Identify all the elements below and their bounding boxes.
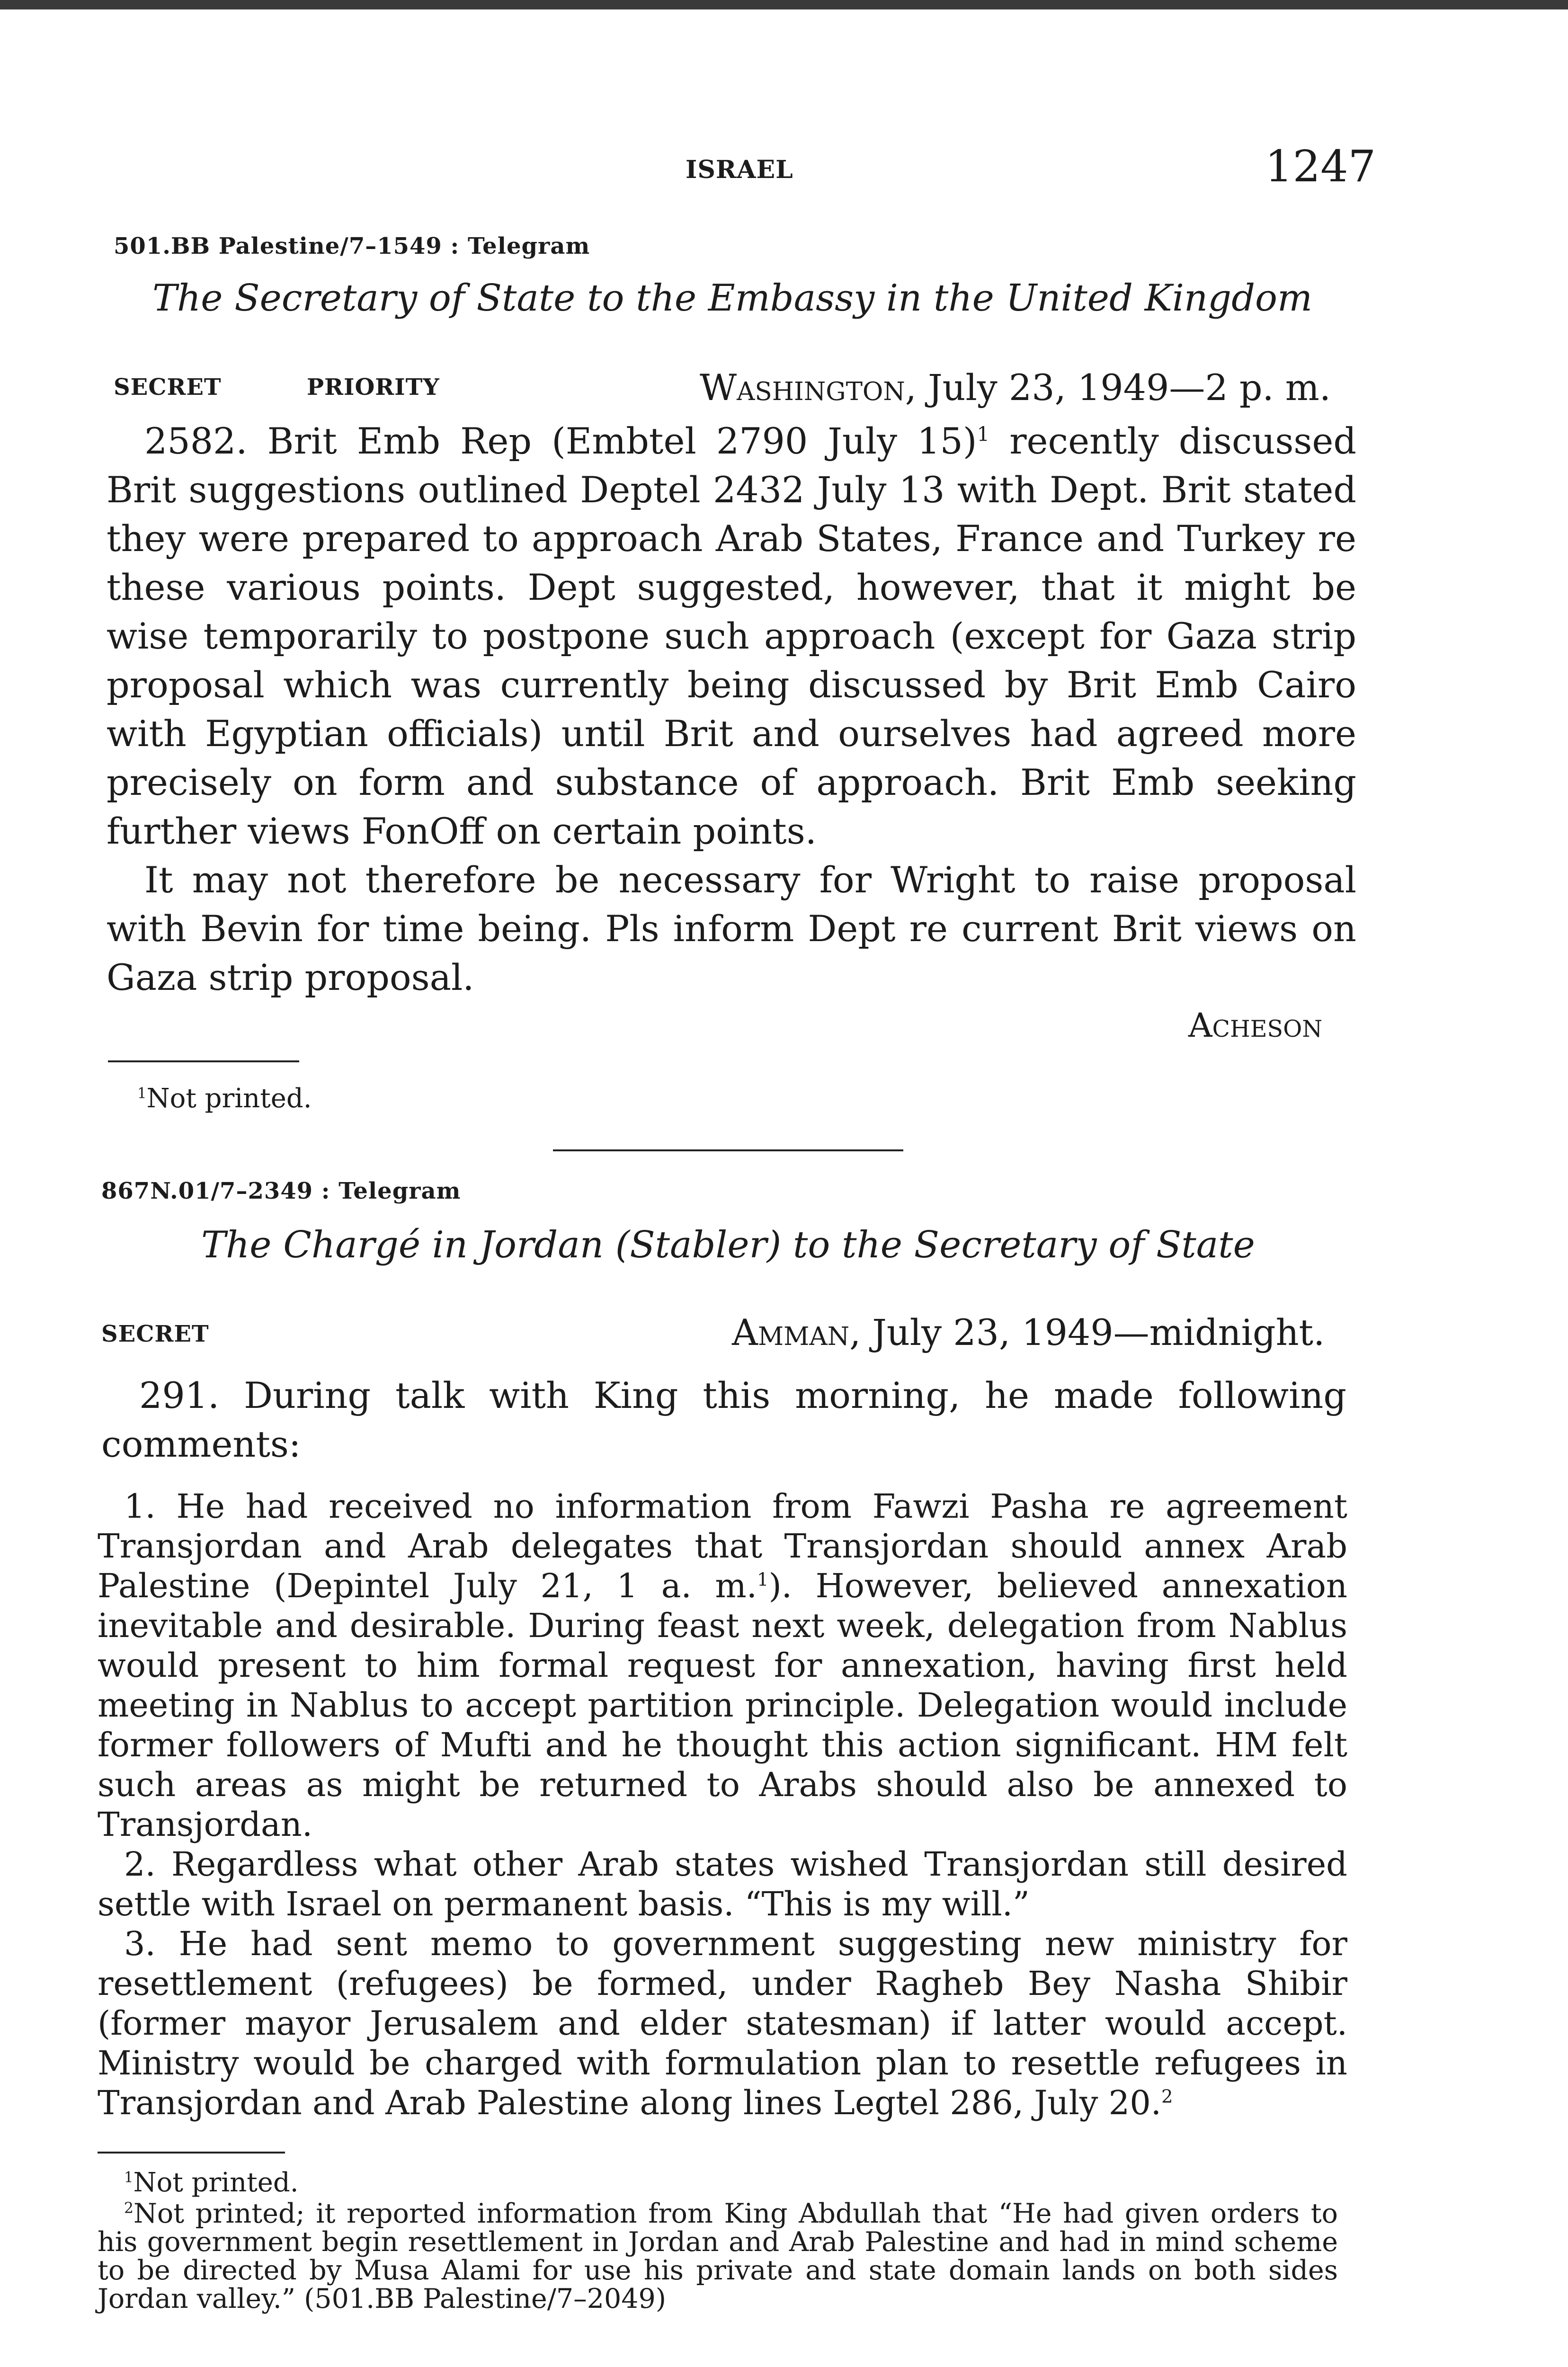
doc2-footnote-1: $^1$Not printed.	[124, 2167, 299, 2198]
doc1-priority: PRIORITY	[307, 374, 440, 400]
doc2-file-reference: 867N.01/7–2349 : Telegram	[101, 1178, 461, 1204]
footnote-reference: 1	[757, 1569, 769, 1591]
doc2-footnote-rule	[98, 2152, 285, 2153]
scan-top-border	[0, 0, 1568, 9]
doc1-classification: SECRET	[114, 374, 222, 400]
doc1-dateline	[700, 366, 1331, 409]
doc2-item-2: 2. Regardless what other Arab states wished Transjordan still desired settle with Israel on permanent basis. “This is my will.”	[98, 1845, 1347, 1923]
footnote-reference: 2	[1161, 2086, 1173, 2108]
doc1-date: , July 23, 1949—2 p. m.	[905, 366, 1331, 409]
document-separator	[553, 1149, 903, 1151]
doc2-item-3: 3. He had sent memo to government suggesting new ministry for resettlement (refugees) be formed, under Ragheb Bey Nasha Shibir (former mayor Jerusalem and elder statesman) if latter would accept. Ministry would be charged with formulation plan to resettle refugees in Transjordan and Arab Palestine along lines Legtel 286, July 20.$^2$	[98, 1924, 1347, 2122]
doc1-signature: Acheson	[1188, 1006, 1323, 1045]
doc1-title: The Secretary of State to the Embassy in the United Kingdom	[152, 277, 1312, 320]
doc1-file-reference: 501.BB Palestine/7–1549 : Telegram	[114, 233, 590, 259]
doc2-place: Amman	[732, 1311, 850, 1353]
doc1-footnote-rule	[108, 1060, 299, 1062]
doc1-footnote: $^1$Not printed.	[137, 1083, 312, 1114]
doc2-item-1: 1. He had received no information from Fawzi Pasha re agreement Transjordan and Arab delegates that Transjordan should annex Arab Palestine (Depintel July 21, 1 a. m.$^1$). However, believed annexation inevitable and desirable. During feast next week, delegation from Nablus would present to him formal request for annexation, having first held meeting in Nablus to accept partition principle. Delegation would include former followers of Mufti and he thought this action significant. HM felt such areas as might be returned to Arabs should also be annexed to Transjordan.	[98, 1487, 1347, 1844]
doc1-body	[107, 417, 1356, 1002]
running-title: ISRAEL	[686, 155, 793, 184]
doc1-place: Washington	[700, 366, 905, 409]
doc1-paragraph-2: It may not therefore be necessary for Wright to raise proposal with Bevin for time being. Pls inform Dept re current Brit views on Gaza strip proposal.	[107, 859, 1356, 998]
doc2-items	[98, 1486, 1347, 2123]
doc2-classification: SECRET	[101, 1321, 209, 1347]
doc2-dateline	[732, 1311, 1325, 1353]
page-number: 1247	[1265, 141, 1376, 192]
doc2-footnote-2: $^2$Not printed; it reported information from King Abdullah that “He had given orders to his government begin resettlement in Jordan and Arab Palestine and had in mind scheme to be directed by Musa Alami for use his private and state domain lands on both sides Jordan valley.” (501.BB Palestine/7–2049)	[98, 2198, 1338, 2314]
doc2-date: , July 23, 1949—midnight.	[849, 1311, 1325, 1353]
doc2-title: The Chargé in Jordan (Stabler) to the Secretary of State	[201, 1224, 1255, 1266]
doc2-intro-text: 291. During talk with King this morning, he made following comments:	[101, 1374, 1346, 1465]
doc2-intro	[101, 1371, 1346, 1468]
doc1-paragraph-1: 2582. Brit Emb Rep (Embtel 2790 July 15)$^1$ recently discussed Brit suggestions outlined Deptel 2432 July 13 with Dept. Brit stated they were prepared to approach Arab States, France and Turkey re these various points. Dept suggested, however, that it might be wise temporarily to postpone such approach (except for Gaza strip proposal which was currently being discussed by Brit Emb Cairo with Egyptian officials) until Brit and ourselves had agreed more precisely on form and substance of approach. Brit Emb seeking further views FonOff on certain points.	[107, 420, 1356, 852]
footnote-reference: 1	[977, 422, 990, 446]
